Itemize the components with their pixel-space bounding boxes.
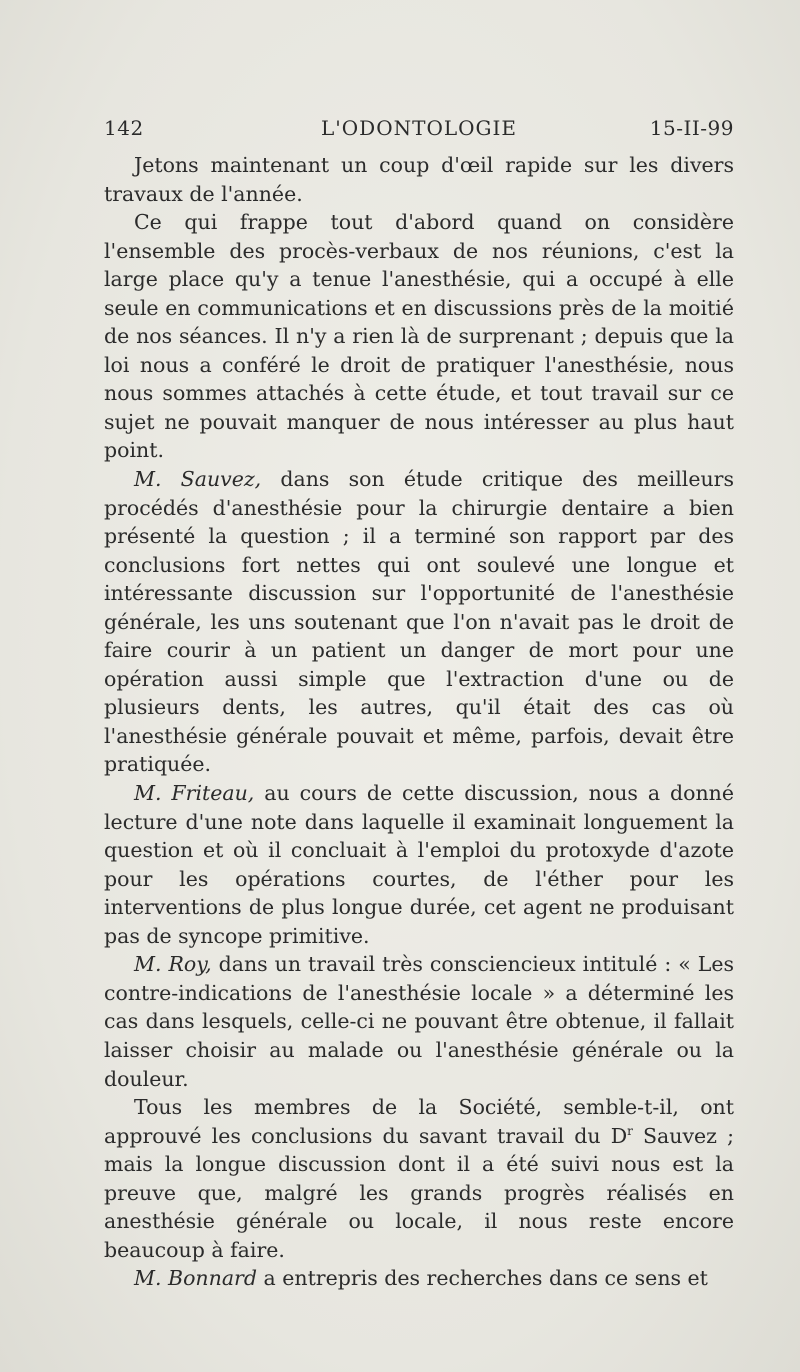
paragraph xyxy=(104,950,734,1093)
journal-title: L'ODONTOLOGIE xyxy=(321,116,517,140)
paragraph xyxy=(104,151,734,208)
page-number: 142 xyxy=(104,116,144,140)
paragraph-text: Sauvez ; mais la longue discussion dont il a été suivi nous est la preuve que, malgré les grands progrès réalisés en anesthésie générale ou locale, il nous reste encore beaucoup à faire. xyxy=(104,1123,734,1262)
paragraph xyxy=(104,465,734,779)
paragraph-text: au cours de cette discussion, nous a donné lecture d'une note dans laquelle il examinait longuement la question et où il concluait à l'emploi du protoxyde d'azote pour les opérations courtes, de l'éther pour les interventions de plus longue durée, cet agent ne produisant pas de syncope primitive. xyxy=(104,781,734,948)
running-header xyxy=(104,116,734,146)
paragraph-text: dans un travail très consciencieux intitulé : « Les contre-indications de l'anesthésie locale » a déterminé les cas dans lesquels, celle-ci ne pouvant être obtenue, il fallait laisser choisir au malade ou l'anesthésie générale ou la douleur. xyxy=(104,952,734,1091)
paragraph-text: dans son étude critique des meilleurs procédés d'anesthésie pour la chirurgie dentaire a bien présenté la question ; il a terminé son rapport par des conclusions fort nettes qui ont soulevé une longue et intéressante discussion sur l'opportunité de l'anesthésie générale, les uns soutenant que l'on n'avait pas le droit de faire courir à un patient un danger de mort pour une opération aussi simple que l'extraction d'une ou de plusieurs dents, les autres, qu'il était des cas où l'anesthésie générale pouvait et même, parfois, devait être pratiquée. xyxy=(104,467,734,777)
paragraph xyxy=(104,1264,734,1293)
author-name: M. Roy, xyxy=(134,952,212,977)
issue-date: 15-II-99 xyxy=(649,116,734,140)
superscript: r xyxy=(627,1123,633,1138)
author-name: M. Bonnard xyxy=(134,1266,257,1291)
paragraph xyxy=(104,779,734,950)
paragraph xyxy=(104,1093,734,1264)
article-body xyxy=(104,151,734,1293)
paragraph-text: Tous les membres de la Société, semble-t-il, ont approuvé les conclusions du savant travail du D xyxy=(104,1095,734,1148)
author-name: M. Sauvez, xyxy=(134,467,262,492)
paragraph-text: a entrepris des recherches dans ce sens et xyxy=(256,1266,708,1291)
paragraph-text: Ce qui frappe tout d'abord quand on considère l'ensemble des procès-verbaux de nos réunions, c'est la large place qu'y a tenue l'anesthésie, qui a occupé à elle seule en communications et en discussions près de la moitié de nos séances. Il n'y a rien là de surprenant ; depuis que la loi nous a conféré le droit de pratiquer l'anesthésie, nous nous sommes attachés à cette étude, et tout travail sur ce sujet ne pouvait manquer de nous intéresser au plus haut point. xyxy=(104,210,734,463)
paragraph-text: Jetons maintenant un coup d'œil rapide sur les divers travaux de l'année. xyxy=(104,153,734,206)
author-name: M. Friteau, xyxy=(134,781,255,806)
paragraph xyxy=(104,208,734,465)
